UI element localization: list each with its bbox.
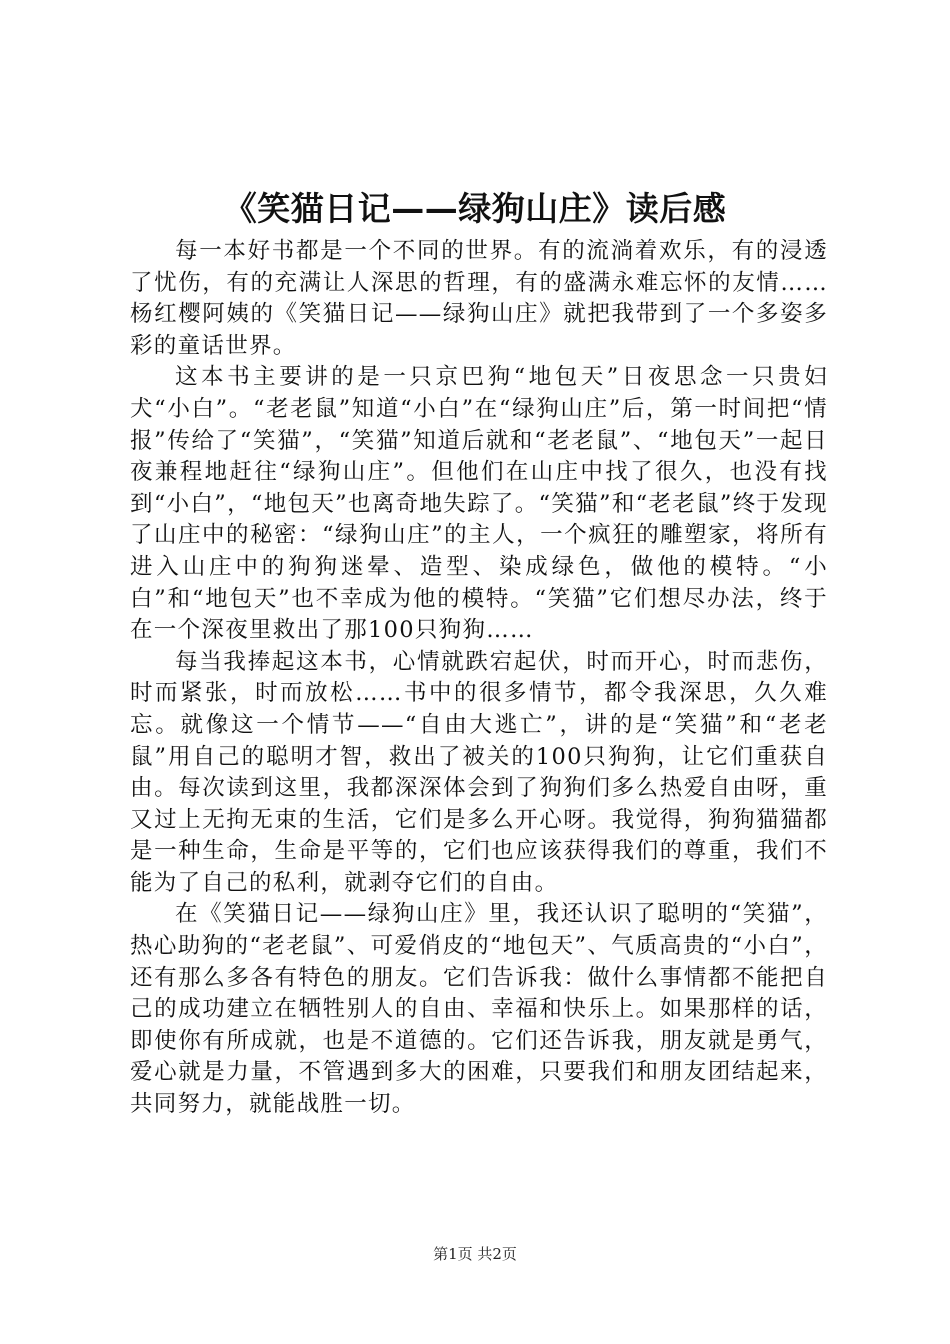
page-title: 《笑猫日记——绿狗山庄》读后感 xyxy=(223,189,727,228)
paragraph-2: 这本书主要讲的是一只京巴狗“地包天”日夜思念一只贵妇犬“小白”。“老老鼠”知道“小白”在“绿狗山庄”后，第一时间把“情报”传给了“笑猫”，“笑猫”知道后就和“老老鼠”、“地包天”一起日夜兼程地赶往“绿狗山庄”。但他们在山庄中找了很久，也没有找到“小白”，“地包天”也离奇地失踪了。“笑猫”和“老老鼠”终于发现了山庄中的秘密：“绿狗山庄”的主人，一个疯狂的雕塑家，将所有进入山庄中的狗狗迷晕、造型、染成绿色，做他的模特。“小白”和“地包天”也不幸成为他的模特。“笑猫”它们想尽办法，终于在一个深夜里救出了那100只狗狗…… xyxy=(130,364,828,644)
page-number-footer: 第1页 共2页 xyxy=(433,1245,517,1263)
paragraph-3: 每当我捧起这本书，心情就跌宕起伏，时而开心，时而悲伤，时而紧张，时而放松……书中的很多情节，都令我深思，久久难忘。就像这一个情节——“自由大逃亡”，讲的是“笑猫”和“老老鼠”用自己的聪明才智，救出了被关的100只狗狗，让它们重获自由。每次读到这里，我都深深体会到了狗狗们多么热爱自由呀，重又过上无拘无束的生活，它们是多么开心呀。我觉得，狗狗猫猫都是一种生命，生命是平等的，它们也应该获得我们的尊重，我们不能为了自己的私利，就剥夺它们的自由。 xyxy=(130,648,828,896)
essay-body xyxy=(130,236,828,1121)
paragraph-1: 每一本好书都是一个不同的世界。有的流淌着欢乐，有的浸透了忧伤，有的充满让人深思的哲理，有的盛满永难忘怀的友情……杨红樱阿姨的《笑猫日记——绿狗山庄》就把我带到了一个多姿多彩的童话世界。 xyxy=(130,238,828,359)
paragraph-4: 在《笑猫日记——绿狗山庄》里，我还认识了聪明的“笑猫”，热心助狗的“老老鼠”、可爱俏皮的“地包天”、气质高贵的“小白”，还有那么多各有特色的朋友。它们告诉我：做什么事情都不能把自己的成功建立在牺牲别人的自由、幸福和快乐上。如果那样的话，即使你有所成就，也是不道德的。它们还告诉我，朋友就是勇气，爱心就是力量，不管遇到多大的困难，只要我们和朋友团结起来，共同努力，就能战胜一切。 xyxy=(130,901,828,1118)
